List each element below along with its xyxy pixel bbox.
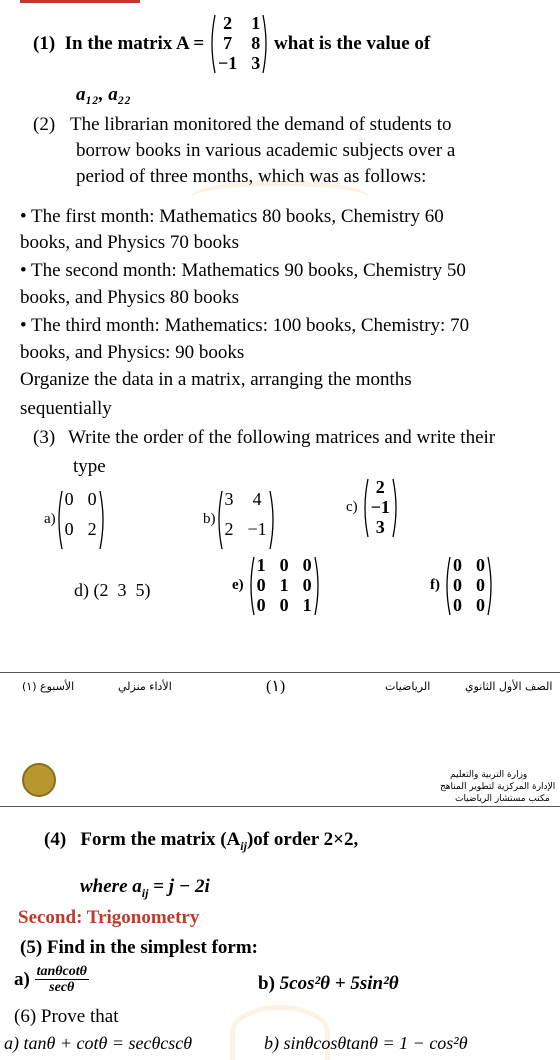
header-divider	[0, 806, 560, 807]
q2-line-3: period of three months, which was as follows:	[76, 166, 427, 187]
q5-text: Find in the simplest form:	[46, 937, 259, 958]
footer-divider	[0, 672, 560, 673]
left-paren-icon	[209, 14, 216, 74]
q5-a-fraction	[35, 964, 89, 996]
left-paren-icon	[216, 490, 223, 550]
right-paren-icon	[487, 556, 494, 616]
footer-page-number: (١)	[266, 678, 286, 695]
q3-c-cell: 2	[375, 477, 385, 497]
left-paren-icon	[362, 478, 369, 538]
q2-bullet-2a: • The second month: Mathematics 90 books, Chemistry 50	[20, 260, 466, 281]
q3-label: (3)	[33, 427, 56, 448]
q4-where-eq: = j − 2i	[148, 876, 210, 897]
q3-a-cell: 2	[87, 519, 97, 539]
q4-text: Form the matrix (A	[80, 829, 241, 850]
q1-text: In the matrix A =	[64, 33, 205, 55]
q4-sub: ij	[240, 838, 247, 853]
q2-bullet-1a: • The first month: Mathematics 80 books, Chemistry 60	[20, 206, 444, 227]
footer-type: الأداء منزلي	[118, 680, 172, 693]
q5-a-denominator: secθ	[49, 980, 75, 996]
q3-e-cell: 0	[256, 595, 266, 615]
q2-closing-2: sequentially	[20, 398, 112, 419]
q4-where	[80, 876, 210, 901]
q3-d-label: d)	[74, 580, 89, 600]
right-paren-icon	[269, 490, 276, 550]
q5-a-numerator: tanθcotθ	[36, 964, 87, 979]
left-paren-icon	[444, 556, 451, 616]
q2-bullet-1b: books, and Physics 70 books	[20, 232, 240, 253]
q1-label: (1)	[33, 33, 56, 55]
q3-c-matrix	[362, 478, 399, 538]
q3-c-label: c)	[346, 499, 358, 516]
q3-e-cell: 1	[256, 555, 266, 575]
q3-f-cell: 0	[453, 595, 462, 615]
q3-b-label: b)	[203, 511, 216, 528]
q3-f-cell: 0	[453, 575, 462, 595]
q1-cell: 3	[251, 53, 261, 73]
q5-b-expr: 5cos²θ + 5sin²θ	[279, 973, 399, 994]
q3-f	[430, 556, 494, 616]
q1-elements: a₁₂, a₂₂	[76, 84, 131, 105]
q3-a-label: a)	[44, 511, 56, 528]
q5-a	[14, 964, 89, 996]
q1-cell: −1	[218, 53, 238, 73]
q2-bullet-3b: books, and Physics: 90 books	[20, 342, 245, 363]
q3-e-cell: 0	[256, 575, 266, 595]
q2-line-2: borrow books in various academic subjects over a	[76, 140, 456, 161]
q6-row	[14, 1006, 118, 1028]
left-paren-icon	[56, 490, 63, 550]
q1-cell: 7	[223, 33, 233, 53]
q3-e-cell: 1	[302, 595, 312, 615]
q2-label: (2)	[33, 114, 56, 135]
q5-a-label: a)	[14, 968, 30, 990]
q3-d-row: (2 3 5)	[93, 580, 151, 600]
q1-cell: 1	[251, 13, 261, 33]
q2-bullet-3a: • The third month: Mathematics: 100 books, Chemistry: 70	[20, 315, 470, 336]
q2-closing-1: Organize the data in a matrix, arranging the months	[20, 369, 412, 390]
right-paren-icon	[314, 556, 321, 616]
q3-c-cell: 3	[375, 517, 385, 537]
q3-b	[203, 490, 276, 550]
q4-text2: )of order 2×2,	[246, 829, 359, 850]
q3-f-cell: 0	[476, 575, 485, 595]
footer-grade: الصف الأول الثانوي	[465, 680, 553, 693]
q4-where-text: where a	[80, 876, 142, 897]
q5-b-label: b)	[258, 973, 275, 994]
q3-e-label: e)	[232, 577, 244, 594]
right-paren-icon	[262, 14, 269, 74]
q3-b-cell: 4	[252, 489, 262, 509]
q3-b-matrix	[216, 490, 276, 550]
ministry-line-1: وزارة التربية والتعليم	[450, 770, 528, 780]
q6-label: (6)	[14, 1006, 37, 1027]
q3-e	[232, 556, 321, 616]
q3-a-cell: 0	[87, 489, 97, 509]
q5-row	[20, 937, 258, 959]
q3-line-1: Write the order of the following matrices and write their	[68, 427, 496, 448]
q1-text-after: what is the value of	[274, 33, 431, 55]
q6-text: Prove that	[40, 1006, 119, 1027]
q3-e-cell: 0	[302, 575, 312, 595]
q1-matrix	[209, 14, 269, 74]
section2-title: Second: Trigonometry	[18, 907, 200, 928]
q1-cell: 2	[223, 13, 233, 33]
q3-f-matrix	[444, 556, 494, 616]
ministry-line-2: الإدارة المركزية لتطوير المناهج	[440, 782, 556, 792]
q3-a-matrix	[56, 490, 106, 550]
q2-bullet-2b: books, and Physics 80 books	[20, 287, 240, 308]
left-paren-icon	[248, 556, 255, 616]
q4-row	[44, 829, 358, 854]
ministry-logo	[22, 763, 56, 797]
q3-b-cell: −1	[247, 519, 267, 539]
q3-e-cell: 0	[279, 595, 289, 615]
footer-subject: الرياضيات	[385, 680, 431, 693]
q3-e-matrix	[248, 556, 321, 616]
q6-a: a) tanθ + cotθ = secθcscθ	[4, 1033, 193, 1053]
right-paren-icon	[99, 490, 106, 550]
q3-c-cell: −1	[370, 497, 390, 517]
q3-f-cell: 0	[476, 555, 485, 575]
q4-where-sub: ij	[141, 885, 149, 900]
footer-week: الأسبوع (١)	[22, 680, 75, 693]
q3-f-cell: 0	[453, 555, 462, 575]
q3-line-2: type	[73, 456, 106, 477]
q3-a-cell: 0	[64, 489, 74, 509]
q2-line-1: The librarian monitored the demand of students to	[70, 114, 452, 135]
q3-c	[346, 478, 399, 538]
q3-e-cell: 0	[302, 555, 312, 575]
top-red-line	[20, 0, 140, 3]
q1-row	[33, 14, 430, 74]
q3-e-cell: 0	[279, 555, 289, 575]
q3-a	[44, 490, 106, 550]
q3-f-cell: 0	[476, 595, 485, 615]
q3-e-cell: 1	[279, 575, 289, 595]
q5-b	[258, 973, 399, 995]
q3-b-cell: 2	[224, 519, 234, 539]
q1-cell: 8	[251, 33, 261, 53]
ministry-line-3: مكتب مستشار الرياضيات	[455, 794, 550, 804]
q4-label: (4)	[44, 829, 67, 850]
q5-label: (5)	[20, 937, 43, 958]
q3-f-label: f)	[430, 577, 440, 594]
q3-d	[74, 580, 151, 601]
q3-a-cell: 0	[64, 519, 74, 539]
q3-b-cell: 3	[224, 489, 234, 509]
q6-b: b) sinθcosθtanθ = 1 − cos²θ	[264, 1033, 468, 1053]
right-paren-icon	[392, 478, 399, 538]
